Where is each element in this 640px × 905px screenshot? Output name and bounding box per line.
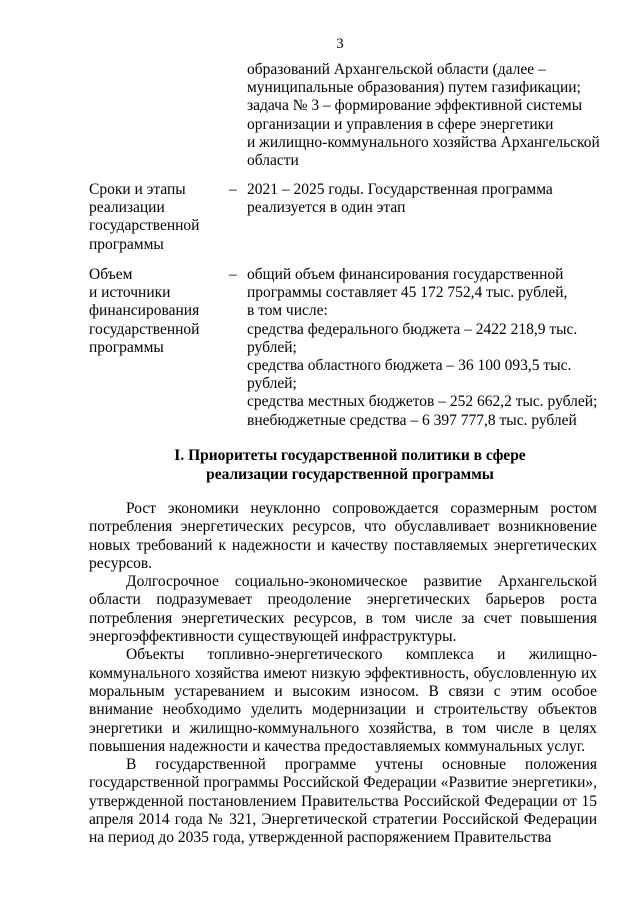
- row-value-line: средства федерального бюджета – 2422 218,9 тыс.: [247, 320, 578, 338]
- row-value-line: средства местных бюджетов – 252 662,2 тыс. рублей;: [247, 393, 598, 411]
- paragraph: Рост экономики неуклонно сопровождается соразмерным ростом потребления энергетических ресурсов, что обуславливает возникновение новых требований к надежности и качеству поставляемых энергетических ресурсов.: [89, 500, 597, 572]
- row-value-line: рублей;: [247, 375, 297, 393]
- row-label-line: программы: [89, 235, 164, 253]
- continuation-line: области: [247, 152, 299, 170]
- section-heading: [150, 446, 550, 484]
- continuation-line: муниципальные образования) путем газификации;: [247, 79, 581, 97]
- row-label: [89, 181, 214, 254]
- paragraph: В государственной программе учтены основные положения государственной программы Российской Федерации «Развитие энергетики», утвержденной постановлением Правительства Российской Федерации от 15 апреля 2014 года № 321, Энергетической стратегии Российской Федерации на период до 2035 года, утвержденной распоряжением Правительства: [89, 756, 597, 847]
- section-heading-line: реализации государственной программы: [206, 466, 494, 483]
- row-label-line: Объем: [89, 266, 133, 283]
- row-dash: –: [229, 266, 237, 283]
- row-label-line: финансирования: [89, 302, 200, 320]
- row-label-line: программы: [89, 338, 164, 356]
- row-label-line: государственной: [89, 217, 200, 235]
- row-label: [89, 266, 214, 357]
- row-label-line: реализации: [89, 199, 165, 217]
- row-value-line: реализуется в один этап: [247, 199, 406, 217]
- row-value-line: в том числе:: [247, 302, 328, 320]
- section-heading-line: I. Приоритеты государственной политики в сфере: [174, 447, 526, 464]
- row-label-line: государственной: [89, 320, 200, 338]
- row-value: [247, 266, 607, 430]
- row-value-line: программы составляет 45 172 752,4 тыс. рублей,: [247, 284, 568, 302]
- row-value: [247, 181, 607, 217]
- continuation-line: и жилищно-коммунального хозяйства Архангельской: [247, 133, 600, 151]
- row-value-line: средства областного бюджета – 36 100 093,5 тыс.: [247, 357, 572, 375]
- continuation-line: задача № 3 – формирование эффективной системы: [247, 97, 583, 115]
- paragraph: Объекты топливно-энергетического комплекса и жилищно-коммунального хозяйства имеют низкую эффективность, обусловленную их моральным устареванием и высоким износом. В связи с этим особое внимание необходимо уделить модернизации и строительству объектов энергетики и жилищно-коммунального хозяйства, в том числе в целях повышения надежности и качества предоставляемых коммунальных услуг.: [89, 646, 597, 755]
- continuation-line: организации и управления в сфере энергетики: [247, 115, 554, 133]
- body-text: [89, 500, 597, 848]
- paragraph: Долгосрочное социально-экономическое развитие Архангельской области подразумевает преодоление энергетических барьеров роста потребления энергетических ресурсов, в том числе за счет повышения энергоэффективности существующей инфраструктуры.: [89, 573, 597, 646]
- row-value-line: 2021 – 2025 годы. Государственная программа: [247, 181, 553, 198]
- passport-continuation: [247, 61, 602, 170]
- row-label-line: и источники: [89, 284, 171, 302]
- row-value-line: общий объем финансирования государственной: [247, 266, 564, 283]
- row-label-line: Сроки и этапы: [89, 181, 186, 198]
- row-dash: –: [229, 181, 237, 198]
- continuation-line: образований Архангельской области (далее –: [247, 61, 546, 78]
- row-value-line: внебюджетные средства – 6 397 777,8 тыс. рублей: [247, 411, 577, 429]
- page-number: 3: [336, 36, 344, 52]
- row-value-line: рублей;: [247, 338, 297, 356]
